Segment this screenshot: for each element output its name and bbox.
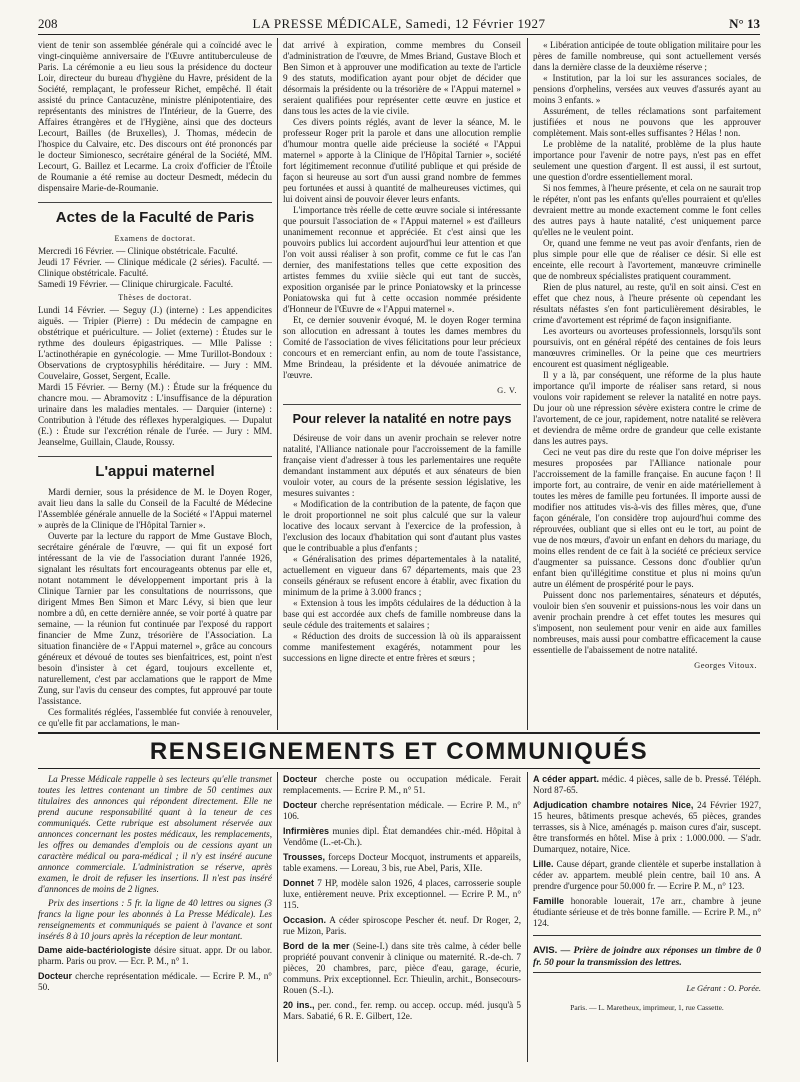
examen-item: Jeudi 17 Février. — Clinique médicale (2 séries). Faculté. — Clinique obstétricale. Faculté. <box>38 257 272 278</box>
column-divider <box>277 772 278 1062</box>
journal-title: LA PRESSE MÉDICALE, Samedi, 12 Février 1927 <box>252 16 546 31</box>
ad-text: forceps Docteur Mocquot, instruments et appareils, table examens. — Loreau, 3 bis, rue Abel, Paris, XIIe. <box>283 852 521 873</box>
ad-lead: Docteur <box>283 800 318 810</box>
ad-text: cherche représentation médicale. — Ecrire P. M., n° 106. <box>283 800 521 821</box>
section-rule <box>38 768 760 769</box>
examens-label: Examens de doctorat. <box>114 234 196 243</box>
ads-column-3 <box>533 774 761 1066</box>
article-paragraph: L'importance très réelle de cette œuvre sociale si intéressante que poursuit l'association de « l'Appui maternel » est d'ailleurs unanimement reconnue et appréciée. Et c'est ainsi que les pouvoirs publics lui accordent aujourd'hui leur attention et que l'on voit aussi réaliser à son profit, comme ce fut le cas l'an dernier, des manifestations telles que cette exposition des artistes femmes du xviiie siècle qui eut tant de succès, exposition organisée par le prince Poniatowsky et la princesse Poniatowska qui fut à cette occasion nommée présidente d'Honneur de l'Œuvre de « l'Appui maternel ». <box>283 205 521 314</box>
article-paragraph: Ceci ne veut pas dire du reste que l'on doive mépriser les mesures proposées par l'Alliance nationale pour l'accroissement de la famille française. En aucune façon ! Il importe fort, au contraire, de venir en aide matériellement à toutes les mères de famille peu fortunées. Il importe aussi de modifier nos attitudes vis-à-vis des filles mères, que, d'une façon générale, l'on considère trop aujourd'hui comme des réprouvées, oubliant que si elles ont eu le tort, au point de vue de nos mœurs, d'avoir un enfant en dehors du mariage, du moins elles rendent de ce fait à la société ce précieux service d'augmenter sa puissance. Cessons donc d'oublier qu'un enfant bien qu'illégitime constitue et plus ni moins qu'un autre un élément de prospérité pour le pays. <box>533 447 761 589</box>
article-paragraph: « Réduction des droits de succession là où ils apparaissent comme manifestement exagérés, notamment pour les successions en ligne directe et entre frères et sœurs ; <box>283 631 521 663</box>
rubric-prices: Prix des insertions : 5 fr. la ligne de 40 lettres ou signes (3 francs la ligne pour les abonnés à La Presse Médicale). Les renseignements et communiqués se paient à l'avance et sont insérés 8 à 10 jours après la réception de leur montant. <box>38 898 272 941</box>
examen-item: Samedi 19 Février. — Clinique chirurgicale. Faculté. <box>38 279 234 289</box>
ad-lead: Docteur <box>38 971 73 981</box>
ads-column-2 <box>283 774 521 1066</box>
ad-lead: Dame aide-bactériologiste <box>38 945 151 955</box>
classified-ad <box>283 878 521 911</box>
ad-text: désire situat. appr. Dr ou labor. pharm. Paris ou prov. — Ecr. P. M., n° 1. <box>38 945 272 966</box>
classified-ad <box>283 915 521 937</box>
ad-text: médic. 4 pièces, salle de b. Pressé. Téléph. Nord 87-65. <box>533 774 761 795</box>
ad-lead: Infirmières <box>283 826 330 836</box>
header-rule <box>38 34 760 35</box>
article-paragraph: « Libération anticipée de toute obligation militaire pour les pères de famille nombreuse, qui sont actuellement versés dans la dernière classe de la deuxième réserve ; <box>533 40 761 72</box>
these-item: Mardi 15 Février. — Berny (M.) : Étude sur la fréquence du chancre mou. — Abramovitz : L'insuffisance de la dépuration urinaire dans les maladies mentales. — Darquier (interne) : Contribution à l'étude des réflexes hyperalgiques. — Dupalut (E.) : Étude sur l'excrétion rénale de l'urée. — Jury : MM. Jeanselme, Guillain, Claude, Roussy. <box>38 382 272 447</box>
ad-lead: Trousses, <box>283 852 326 862</box>
avis-notice <box>533 945 761 969</box>
article-paragraph: « Généralisation des primes départementales à la natalité, actuellement en vigueur dans 67 départements, mais que 23 conseils généraux se refusent encore à établir, avec fixation du minimum de la prime à 3.000 francs ; <box>283 554 521 597</box>
section-divider <box>283 404 521 405</box>
article-paragraph: Ces formalités réglées, l'assemblée fut conviée à renouveler, ce qu'elle fit par acclamations, le man- <box>38 707 272 728</box>
article-paragraph: Il y a là, par conséquent, une réforme de la plus haute importance qu'il importe de réaliser sans retard, si nous voulons voir rapidement se relever la natalité en notre pays. Du jour où une répression sévère existera contre le crime de l'avortement, de ce jour, rapidement, notre natalité se relèvera et deviendra de même ordre de grandeur que celle existante dans les autres pays. <box>533 370 761 446</box>
rubric-intro: La Presse Médicale rappelle à ses lecteurs qu'elle transmet toutes les lettres contenant un timbre de 50 centimes aux titulaires des annonces qui répondent directement. Elle ne prend aucune responsabilité quant à la teneur de ces communiqués. Cette rubrique est absolument réservée aux annonces concernant les postes médicaux, les remplacements, les offres ou demandes d'emplois ou de cessions ayant un caractère médical ou para-médical ; il n'y est inséré aucune annonce commerciale. L'administration se réserve, après examen, le droit de refuser les insertions. Il n'est pas inséré d'annonces de moins de 2 lignes. <box>38 774 272 894</box>
section-divider <box>38 202 272 203</box>
article-paragraph: Désireuse de voir dans un avenir prochain se relever notre natalité, l'Alliance nationale pour l'accroissement de la famille française vient d'adresser à tous les parlementaires une requête demandant instamment aux députés et aux sénateurs de bien vouloir voter, au cours de la présente session législative, les mesures suivantes : <box>283 433 521 498</box>
classified-ad <box>533 859 761 892</box>
issue-number: N° 13 <box>729 16 760 31</box>
ad-text: Cause départ, grande clientèle et superbe installation à céder av. appartem. meublé plein centre, bail 10 ans. A prendre d'urgence pour 50.000 fr. — Ecrire P. M., n° 123. <box>533 859 761 891</box>
column-divider <box>527 772 528 1062</box>
ad-lead: Adjudication chambre notaires Nice, <box>533 800 694 810</box>
these-item: Lundi 14 Février. — Seguy (J.) (interne) : Les appendicites aiguës. — Tripier (Pierre) : Du médecin de campagne en obstétrique et puériculture. — Joliet (externe) : Études sur le rythme des douleurs épigastriques. — Mlle Palisse : L'actinothérapie en gynécologie. — Mme Turillot-Bondoux : Observations de cryptosyphilis héréditaire. — Jury : MM. Couvelaire, Gosset, Sergent, Ecalle. <box>38 305 272 381</box>
classified-ad <box>283 774 521 796</box>
ad-lead: Donnet <box>283 878 314 888</box>
ad-lead: Lille. <box>533 859 554 869</box>
examen-item: Mercredi 16 Février. — Clinique obstétricale. Faculté. <box>38 246 238 256</box>
article-paragraph: Assurément, de telles réclamations sont parfaitement justifiées et nous ne pouvons que les approuver complètement. Mais sont-elles suffisantes ? Hélas ! non. <box>533 106 761 138</box>
classified-ad <box>38 971 272 993</box>
ad-text: A céder spiroscope Pescher ét. neuf. Dr Roger, 2, rue Mizon, Paris. <box>283 915 521 936</box>
ads-column-1 <box>38 774 272 1066</box>
article-paragraph: Or, quand une femme ne veut pas avoir d'enfants, rien de plus simple pour elle que de réaliser ce désir. Si elle est enceinte, elle recourt à l'avortement, manœuvre criminelle que de nombreux spécialistes pratiquent couramment. <box>533 238 761 281</box>
section-rule <box>38 732 760 734</box>
ad-text: (Seine-I.) dans site très calme, à céder belle propriété pouvant convenir à clinique ou maternité. R.-de-ch. 7 pièces, 20 chambres, parc, pièce d'eau, garage, écurie, communs. Prix exceptionnel. Ecr. Thieulin, archit., Bonsecours-Rouen (S.-I.). <box>283 941 521 995</box>
ad-text: 7 HP, modèle salon 1926, 4 places, carrosserie souple luxe, entièrement neuve. Prix exceptionnel. — Ecrire P. M., n° 115. <box>283 878 521 910</box>
article-paragraph: « Modification de la contribution de la patente, de façon que le droit proportionnel ne soit plus calculé que sur la valeur locative des locaux servant à l'exercice de la profession, à l'exclusion des locaux d'habitation qui sont d'autant plus vastes que le contribuable a plus d'enfants ; <box>283 499 521 553</box>
classified-ad <box>283 852 521 874</box>
column-divider <box>277 38 278 730</box>
ad-lead: Occasion. <box>283 915 327 925</box>
article-paragraph: Rien de plus naturel, au reste, qu'il en soit ainsi. C'est en effet que chez nous, à l'heure présente où cependant les résultats néfastes s'en font particulièrement désirables, le crime d'avortement est réprimé de façon insignifiante. <box>533 282 761 325</box>
article-paragraph: Et, ce dernier souvenir évoqué, M. le doyen Roger termina son allocution en adressant à toutes les dames membres du Comité de l'association de vives félicitations pour leur précieux concours et en remerciant enfin, au nom de toute l'assistance, Mme Brindeau, la présidente et la dévouée animatrice de l'œuvre. <box>283 315 521 380</box>
avis-label: AVIS. <box>533 945 558 956</box>
printer-line: Paris. — L. Maretheux, imprimeur, 1, rue Cassette. <box>570 1003 724 1012</box>
classified-ad <box>283 1000 521 1022</box>
ad-text: per. cond., fer. remp. ou accep. occup. méd. jusqu'à 5 Mars. Sabatié, 6 R. E. Gilbert, 12e. <box>283 1000 521 1021</box>
actes-title: Actes de la Faculté de Paris <box>55 209 255 226</box>
ad-text: 24 Février 1927, 15 heures, bâtiments presque achevés, 65 pièces, grandes terrasses, sis à Nice, aménagés p. maison cures d'air, suscept. être transformés en hôtel. Mise à prix : 1.000.000. — S'adr. Dumarquez, notaire, Nice. <box>533 800 761 854</box>
theses-label: Thèses de doctorat. <box>118 293 192 302</box>
article-paragraph: Ces divers points réglés, avant de lever la séance, M. le professeur Roger prit la parole et dans une allocution remplie d'humour montra quelle aide précieuse la société « l'Appui maternel » apporte à la Clinique de l'Hôpital Tarnier », société fort légitimement reconnue d'utilité publique et qui préside de façon si heureuse au sort d'un aussi grand nombre de femmes peu fortunées et aussi à quantité de malheureuses victimes, qui lui doivent ainsi de pouvoir élever leurs enfants. <box>283 117 521 204</box>
avis-text: — Prière de joindre aux réponses un timbre de 0 fr. 50 pour la transmission des lettres. <box>533 945 761 968</box>
article-paragraph: Les avorteurs ou avorteuses professionnels, lorsqu'ils sont poursuivis, ont en général répété des centaines de fois leurs manœuvres criminelles. Or la peine que ces meurtriers encourent est quasiment négligeable. <box>533 326 761 369</box>
classified-ad <box>38 945 272 967</box>
classified-ad <box>533 800 761 855</box>
ad-lead: A céder appart. <box>533 774 599 784</box>
article-signature: Georges Vitoux. <box>694 660 757 670</box>
column-divider <box>527 38 528 730</box>
natalite-title: Pour relever la natalité en notre pays <box>292 412 512 426</box>
ad-lead: 20 ins., <box>283 1000 315 1010</box>
article-paragraph: Ouverte par la lecture du rapport de Mme Gustave Bloch, secrétaire générale de l'œuvre, — qui fit un exposé fort intéressant de la vie de l'association durant l'année 1926, signalant les résultats fort encourageants obtenus par elle et, notant notamment le développement important pris à la Clinique Tarnier par les consultations de nourrissons, que dirigent Mmes Ben Simon et Marc Lévy, si bien que leur nombre a dû, en cette dernière année, se voir porté à quatre par semaine, — la réunion fut continuée par l'exposé du rapport financier de Mme Zunz, trésorière de l'Association. La situation financière de « l'Appui maternel », grâce au concours généreux et dévoué de toutes ses bienfaitrices, est, point n'est besoin d'insister à cet égard, toujours excellente et, naturellement, c'est par acclamations que le rapport de Mme Zung, sur l'avis du censeur des comptes, fut approuvé par toute l'assistance. <box>38 531 272 706</box>
ad-lead: Famille <box>533 896 565 906</box>
avis-box <box>533 935 761 973</box>
ad-text: cherche poste ou occupation médicale. Ferait remplacements. — Ecrire P. M., n° 51. <box>283 774 521 795</box>
article-paragraph: Puissent donc nos parlementaires, sénateurs et députés, vouloir bien s'en souvenir et puissions-nous les voir dans un avenir prochain prendre à cet effet toutes les mesures qui s'imposent, non seulement pour venir en aide aux familles nombreuses, mais aussi pour combattre efficacement la cause essentielle de l'abaissement de notre natalité. <box>533 590 761 655</box>
article-paragraph: Si nos femmes, à l'heure présente, et cela on ne saurait trop le répéter, n'ont pas les enfants qu'elles pourraient et qu'elles devraient mettre au monde exactement comme le font celles des autres pays à haute natalité, c'est uniquement parce qu'elles ne le veulent point. <box>533 183 761 237</box>
section-divider <box>38 456 272 457</box>
article-paragraph: Le problème de la natalité, problème de la plus haute importance pour l'avenir de notre pays, n'est pas en effet seulement une question d'argent. Il est aussi, il est surtout, une question d'ordre essentiellement moral. <box>533 139 761 182</box>
page-number: 208 <box>38 16 58 31</box>
classified-ad <box>283 941 521 996</box>
column-2 <box>283 40 521 730</box>
renseignements-title: RENSEIGNEMENTS ET COMMUNIQUÉS <box>149 738 649 765</box>
article-paragraph: Mardi dernier, sous la présidence de M. le Doyen Roger, avait lieu dans la salle du Conseil de la Faculté de Médecine l'Assemblée générale annuelle de la Société « l'Appui maternel » auprès de la Clinique de l'Hôpital Tarnier ». <box>38 487 272 530</box>
intro-paragraph: vient de tenir son assemblée générale qui a coïncidé avec le vingt-cinquième anniversaire de l'Œuvre antituberculeuse de Paris. La cérémonie a eu lieu sous la présidence du docteur Loir, directeur du bureau d'hygiène du Havre, président de la Société, remplaçant, le professeur Richet, empêché. Il était assisté du prince Cantacuzène, ministre plénipotentiaire, des représentants des ministres de l'Intérieur, de la Guerre, des Affaires étrangères et de l'Hygiène, ainsi que des docteurs Lecourt, Bailles (de Bruxelles), J. Thomas, médecin de l'hospice du Calvaire, etc. Des discours ont été prononcés par le docteur Simionesco, secrétaire général de la Société, MM. Lecourt, G. Baillez et Lecarme. La croix d'officier de l'Étoile de Roumanie a été remise au docteur Desmedt, médecin du dispensaire Marie-de-Roumanie. <box>38 40 272 193</box>
ad-lead: Bord de la mer <box>283 941 350 951</box>
ad-text: munies dipl. État demandées chir.-méd. Hôpital à Vendôme (L.-et-Ch.). <box>283 826 521 847</box>
article-signature: G. V. <box>497 385 517 395</box>
ad-text: cherche représentation médicale. — Ecrire P. M., n° 50. <box>38 971 272 992</box>
article-paragraph: « Extension à tous les impôts cédulaires de la déduction à la base qui est accordée aux chefs de famille nombreuse dans la seule cédule des traitements et salaires ; <box>283 598 521 630</box>
gerant-line: Le Gérant : O. Porée. <box>686 983 761 993</box>
classified-ad <box>283 800 521 822</box>
classified-ad <box>283 826 521 848</box>
ad-text: honorable louerait, 17e arr., chambre à jeune étudiante sérieuse et de très bonne famille. — Ecrire P. M., n° 124. <box>533 896 761 928</box>
page-header <box>38 16 760 32</box>
ad-lead: Docteur <box>283 774 318 784</box>
column-1 <box>38 40 272 730</box>
column-3 <box>533 40 761 730</box>
classified-ad <box>533 896 761 929</box>
appui-title: L'appui maternel <box>95 463 215 480</box>
article-paragraph: dat arrivé à expiration, comme membres du Conseil d'administration de l'œuvre, de Mmes Briand, Gustave Bloch et Ben Simon et à approuver une modification au texte de l'article 9 des statuts, modification ayant pour objet de décider que désormais la présidente ou la trésorière de « l'Appui maternel » seraient qualifiées pour représenter cette œuvre en justice et dans tous les actes de la vie civile. <box>283 40 521 116</box>
classified-ad <box>533 774 761 796</box>
article-paragraph: « Institution, par la loi sur les assurances sociales, de pensions d'orphelins, versées aux veuves d'assurés ayant au moins 3 enfants. » <box>533 73 761 105</box>
